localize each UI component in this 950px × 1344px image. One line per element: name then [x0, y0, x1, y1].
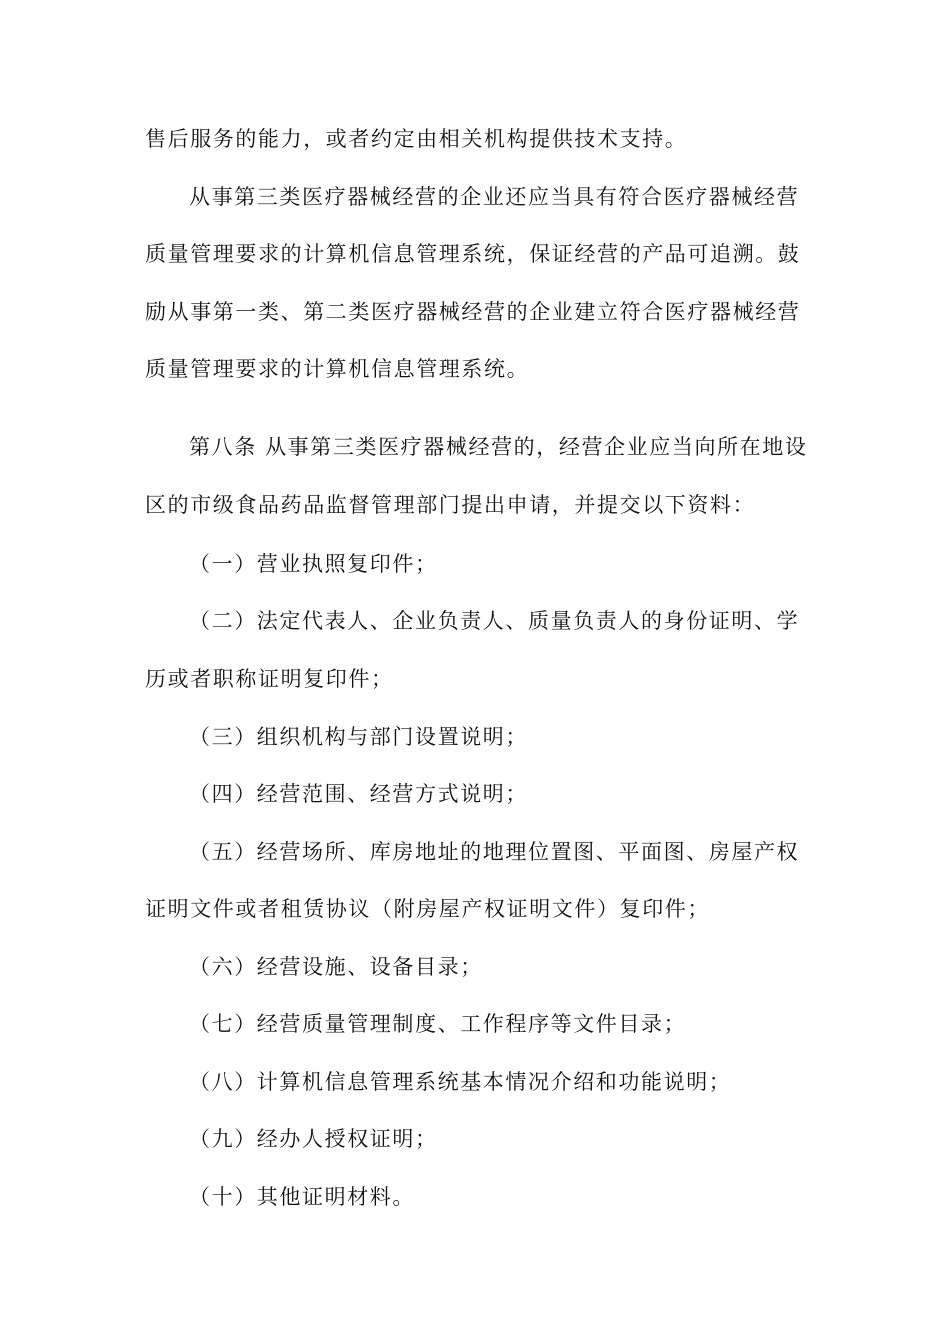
- list-item-continuation: 历或者职称证明复印件；: [145, 667, 394, 691]
- list-item: （四）经营范围、经营方式说明；: [189, 782, 528, 806]
- list-item: （三）组织机构与部门设置说明；: [189, 725, 528, 749]
- paragraph-line: 从事第三类医疗器械经营的企业还应当具有符合医疗器械经营: [189, 185, 800, 209]
- article-line: 区的市级食品药品监督管理部门提出申请，并提交以下资料：: [145, 493, 756, 517]
- list-item: （九）经办人授权证明；: [189, 1127, 438, 1151]
- list-item-continuation: 证明文件或者租赁协议（附房屋产权证明文件）复印件；: [145, 897, 710, 921]
- paragraph-continuation-line: 售后服务的能力，或者约定由相关机构提供技术支持。: [145, 127, 688, 151]
- paragraph-line: 质量管理要求的计算机信息管理系统，保证经营的产品可追溯。鼓: [145, 242, 801, 266]
- paragraph-line: 励从事第一类、第二类医疗器械经营的企业建立符合医疗器械经营: [145, 300, 801, 324]
- list-item: （七）经营质量管理制度、工作程序等文件目录；: [189, 1012, 687, 1036]
- list-item: （六）经营设施、设备目录；: [189, 955, 483, 979]
- list-item: （二）法定代表人、企业负责人、质量负责人的身份证明、学: [189, 609, 800, 633]
- list-item: （十）其他证明材料。: [189, 1185, 415, 1209]
- list-item: （八）计算机信息管理系统基本情况介绍和功能说明；: [189, 1070, 732, 1094]
- list-item: （一）营业执照复印件；: [189, 552, 438, 576]
- paragraph-line: 质量管理要求的计算机信息管理系统。: [145, 357, 530, 381]
- article-heading-line: 第八条 从事第三类医疗器械经营的，经营企业应当向所在地设: [189, 435, 808, 459]
- list-item: （五）经营场所、库房地址的地理位置图、平面图、房屋产权: [189, 840, 800, 864]
